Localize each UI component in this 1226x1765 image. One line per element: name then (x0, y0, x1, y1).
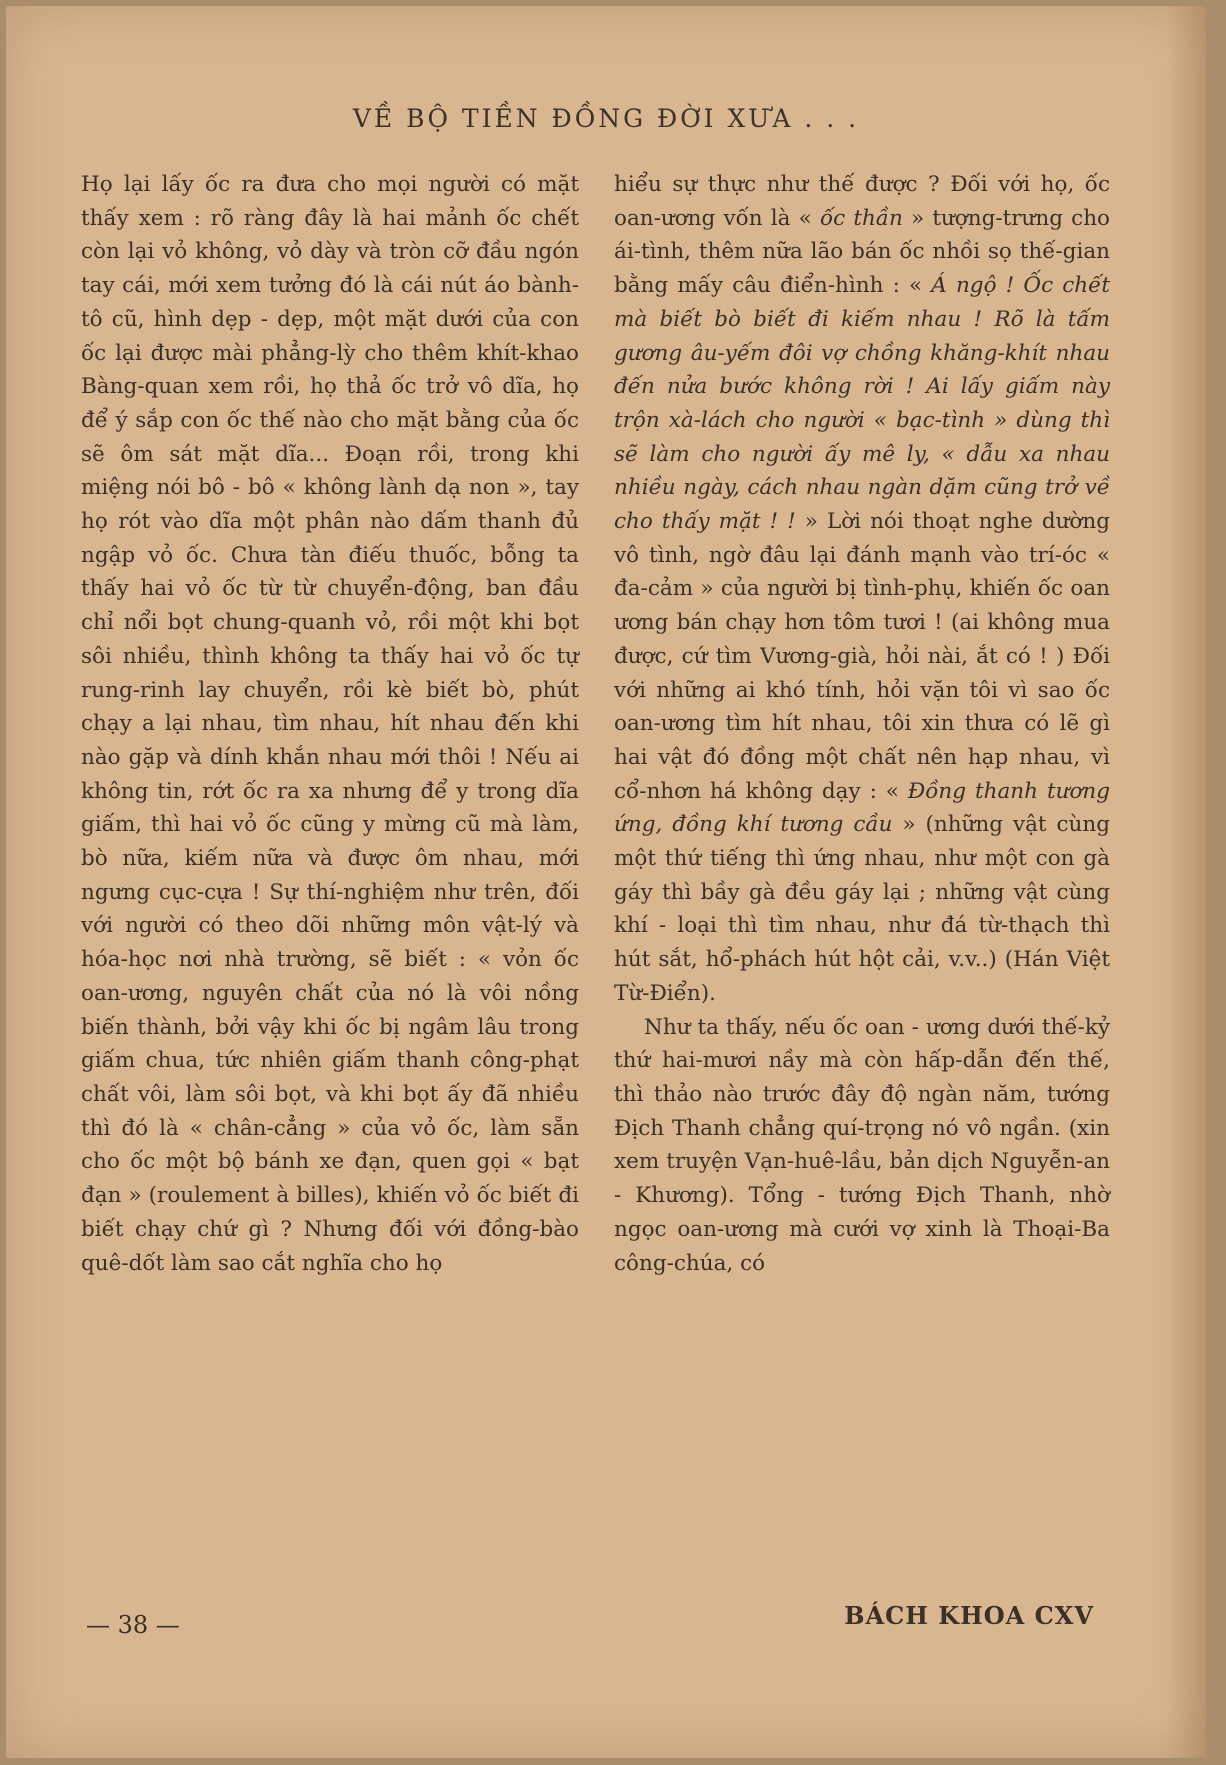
italic-run: ốc thần (819, 205, 903, 231)
text-run: » tượng-trưng cho ái-tình, thêm nữa lão bán ốc nhồi sọ thế-gian bằng mấy câu điển-hình : « (614, 205, 1110, 299)
italic-run: Đồng thanh tương ứng, đồng khí tương cầu (614, 778, 1110, 838)
right-paragraph-1 (614, 168, 1110, 1011)
italic-run: Á ngộ ! Ốc chết mà biết bò biết đi kiếm nhau ! Rõ là tấm gương âu-yếm đôi vợ chồng khăng-khít nhau đến nửa bước không rời ! Ai lấy giấm này trộn xà-lách cho người « bạc-tình » dùng thì sẽ làm cho người ấy mê ly, « dẫu xa nhau nhiều ngày, cách nhau ngàn dặm cũng trở về cho thấy mặt ! ! (614, 273, 1111, 535)
right-column (614, 168, 1110, 1280)
text-run: » Lời nói thoạt nghe dường vô tình, ngờ đâu lại đánh mạnh vào trí-óc « đa-cảm » của người bị tình-phụ, khiến ốc oan ương bán chạy hơn tôm tươi ! (ai không mua được, cứ tìm Vương-già, hỏi nài, ắt có ! ) Đối với những ai khó tính, hỏi vặn tôi vì sao ốc oan-ương tìm hít nhau, tôi xin thưa có lẽ gì hai vật đó đồng một chất nên hạp nhau, vì cổ-nhơn há không dạy : « (614, 509, 1110, 804)
text-run: hiểu sự thực như thế được ? Đối với họ, ốc oan-ương vốn là « (614, 172, 1110, 231)
left-paragraph: Họ lại lấy ốc ra đưa cho mọi người có mặt thấy xem : rõ ràng đây là hai mảnh ốc chết còn lại vỏ không, vỏ dày và tròn cỡ đầu ngón tay cái, mới xem tưởng đó là cái nút áo bành-tô cũ, hình dẹp - dẹp, một mặt dưới của con ốc lại được mài phẳng-lỳ cho thêm khít-khao Bàng-quan xem rồi, họ thả ốc trở vô dĩa, họ để ý sắp con ốc thế nào cho mặt bằng của ốc sẽ ôm sát mặt dĩa... Đoạn rồi, trong khi miệng nói bô - bô « không lành dạ non », tay họ rót vào dĩa một phân nào dấm thanh đủ ngập vỏ ốc. Chưa tàn điếu thuốc, bỗng ta thấy hai vỏ ốc từ từ chuyển-động, ban đầu chỉ nổi bọt chung-quanh vỏ, rồi một khi bọt sôi nhiều, thình không ta thấy hai vỏ ốc tự rung-rinh lay chuyển, rồi kè biết bò, phút chạy a lại nhau, tìm nhau, hít nhau đến khi nào gặp và dính khắn nhau mới thôi ! Nếu ai không tin, rớt ốc ra xa nhưng để y trong dĩa giấm, thì hai vỏ ốc cũng y mừng cũ mà làm, bò nữa, kiếm nữa và được ôm nhau, mới ngưng cục-cựa ! Sự thí-nghiệm như trên, đối với người có theo dõi những môn vật-lý và hóa-học nơi nhà trường, sẽ biết : « vỏn ốc oan-ương, nguyên chất của nó là vôi nồng biến thành, bởi vậy khi ốc bị ngâm lâu trong giấm chua, tức nhiên giấm thanh công-phạt chất vôi, làm sôi bọt, và khi bọt ấy đã nhiều thì đó là « chân-cẳng » của vỏ ốc, làm sẵn cho ốc một bộ bánh xe đạn, quen gọi « bạt đạn » (roulement à billes), khiến vỏ ốc biết đi biết chạy chứ gì ? Nhưng đối với đồng-bào quê-dốt làm sao cắt nghĩa cho họ (81, 172, 579, 1276)
left-column (81, 168, 579, 1280)
page-number: — 38 — (86, 1611, 180, 1639)
right-paragraph-2: Như ta thấy, nếu ốc oan - ương dưới thế-kỷ thứ hai-mươi nầy mà còn hấp-dẫn đến thế, thì thảo nào trước đây độ ngàn năm, tướng Địch Thanh chẳng quí-trọng nó vô ngần. (xin xem truyện Vạn-huê-lầu, bản dịch Nguyễn-an - Khương). Tổng - tướng Địch Thanh, nhờ ngọc oan-ương mà cưới vợ xinh là Thoại-Ba công-chúa, có (614, 1014, 1110, 1276)
text-run: » (những vật cùng một thứ tiếng thì ứng nhau, như một con gà gáy thì bầy gà đều gáy lại ; những vật cùng khí - loại thì tìm nhau, như đá từ-thạch thì hút sắt, hổ-phách hút hột cải, v.v..) (Hán Việt Từ-Điển). (614, 812, 1110, 1006)
running-header: VỀ BỘ TIỀN ĐỒNG ĐỜI XƯA . . . (352, 104, 860, 133)
page-edge-shadow (1166, 6, 1206, 1758)
journal-name: BÁCH KHOA CXV (844, 1601, 1094, 1630)
magazine-page (6, 6, 1206, 1758)
